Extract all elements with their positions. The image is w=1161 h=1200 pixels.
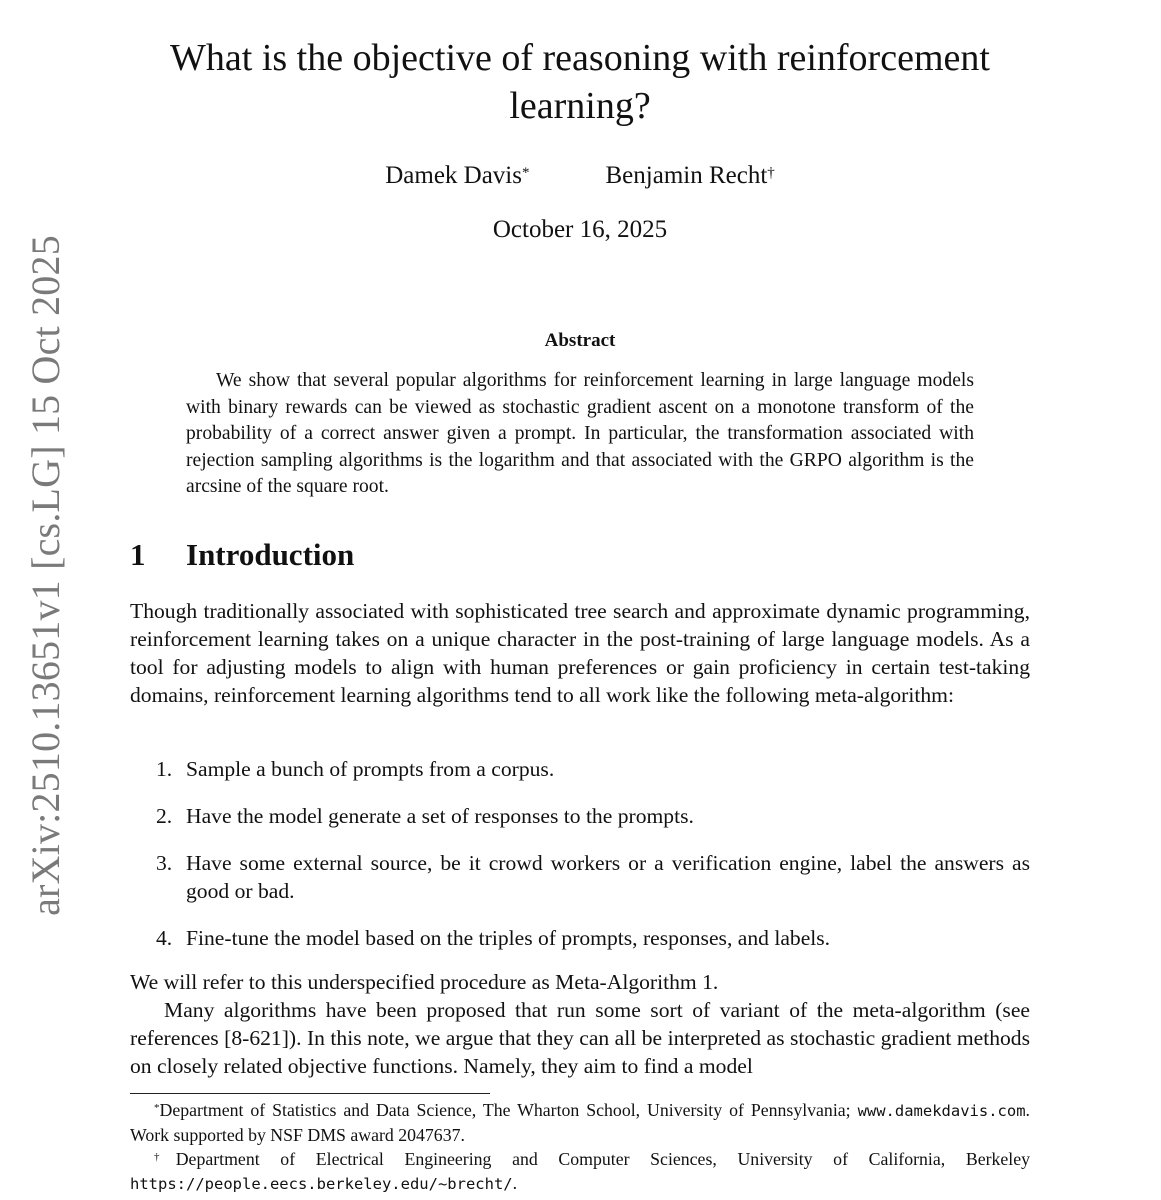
author-footnote-mark[interactable]: †	[767, 165, 775, 181]
meta-algorithm-reference: We will refer to this underspecified procedure as Meta-Algorithm 1.	[130, 970, 719, 994]
list-item-text: Sample a bunch of prompts from a corpus.	[186, 757, 555, 781]
footnote-mark: †	[154, 1151, 176, 1163]
section-title: Introduction	[186, 537, 355, 572]
section-heading	[130, 535, 1030, 575]
section-number: 1	[130, 537, 146, 572]
list-item	[130, 755, 1030, 783]
author-footnote-mark[interactable]: *	[522, 165, 530, 181]
intro-paragraph: Though traditionally associated with sophisticated tree search and approximate dynamic programming, reinforcement learning takes on a unique character in the post-training of large language models. As a tool for adjusting models to align with human preferences or gain proficiency in certain test-taking domains, reinforcement learning algorithms tend to all work like the following meta-algorithm:	[130, 599, 1030, 707]
list-marker: 2.	[156, 804, 173, 828]
meta-algorithm-steps	[130, 755, 1030, 971]
author-recht	[606, 160, 775, 192]
list-marker: 3.	[156, 851, 173, 875]
footnote-text-after: . Work supported by NSF DMS award 2047637.	[130, 1100, 1030, 1145]
list-marker: 4.	[156, 926, 173, 950]
footnote-mark: *	[154, 1102, 160, 1114]
footnote-divider	[130, 1093, 490, 1094]
footnote-text: Department of Statistics and Data Science, The Wharton School, University of Pennsylvania;	[159, 1100, 858, 1120]
footnotes	[130, 1098, 1030, 1196]
list-item-text: Fine-tune the model based on the triples of prompts, responses, and labels.	[186, 926, 831, 950]
list-item	[130, 802, 1030, 830]
list-marker: 1.	[156, 757, 173, 781]
author-list	[130, 160, 1030, 192]
paper-date: October 16, 2025	[492, 216, 668, 243]
author-name: Benjamin Recht	[605, 162, 768, 189]
footnote-davis	[130, 1098, 1030, 1147]
arxiv-identifier: arXiv:2510.13651v1 [cs.LG] 15 Oct 2025	[22, 234, 68, 916]
list-item-text: Have some external source, be it crowd workers or a verification engine, label the answers as good or bad.	[186, 851, 1030, 903]
paper-title: What is the objective of reasoning with reinforcement learning?	[170, 37, 990, 127]
footnote-recht	[130, 1147, 1030, 1196]
body-paragraph: Many algorithms have been proposed that run some sort of variant of the meta-algorithm (see references [8-621]). In this note, we argue that they can all be interpreted as stochastic gradient methods on closely related objective functions. Namely, they aim to find a model	[130, 998, 1030, 1078]
footnote-text-after: .	[512, 1173, 518, 1193]
footnote-link[interactable]: https://people.eecs.berkeley.edu/~brecht/	[130, 1175, 513, 1193]
footnote-text: Department of Electrical Engineering and Computer Sciences, University of California, Berkeley	[175, 1149, 1031, 1169]
list-item	[130, 849, 1030, 905]
list-item	[130, 924, 1030, 952]
author-davis	[385, 160, 529, 192]
author-name: Damek Davis	[385, 162, 522, 189]
footnote-link[interactable]: www.damekdavis.com	[857, 1102, 1026, 1120]
abstract-text: We show that several popular algorithms for reinforcement learning in large language models with binary rewards can be viewed as stochastic gradient ascent on a monotone transform of the probability of a correct answer given a prompt. In particular, the transformation associated with rejection sampling algorithms is the logarithm and that associated with the GRPO algorithm is the arcsine of the square root.	[186, 370, 974, 497]
abstract-heading: Abstract	[544, 330, 616, 351]
list-item-text: Have the model generate a set of responses to the prompts.	[186, 804, 694, 828]
arxiv-sidebar-stamp	[16, 234, 74, 916]
